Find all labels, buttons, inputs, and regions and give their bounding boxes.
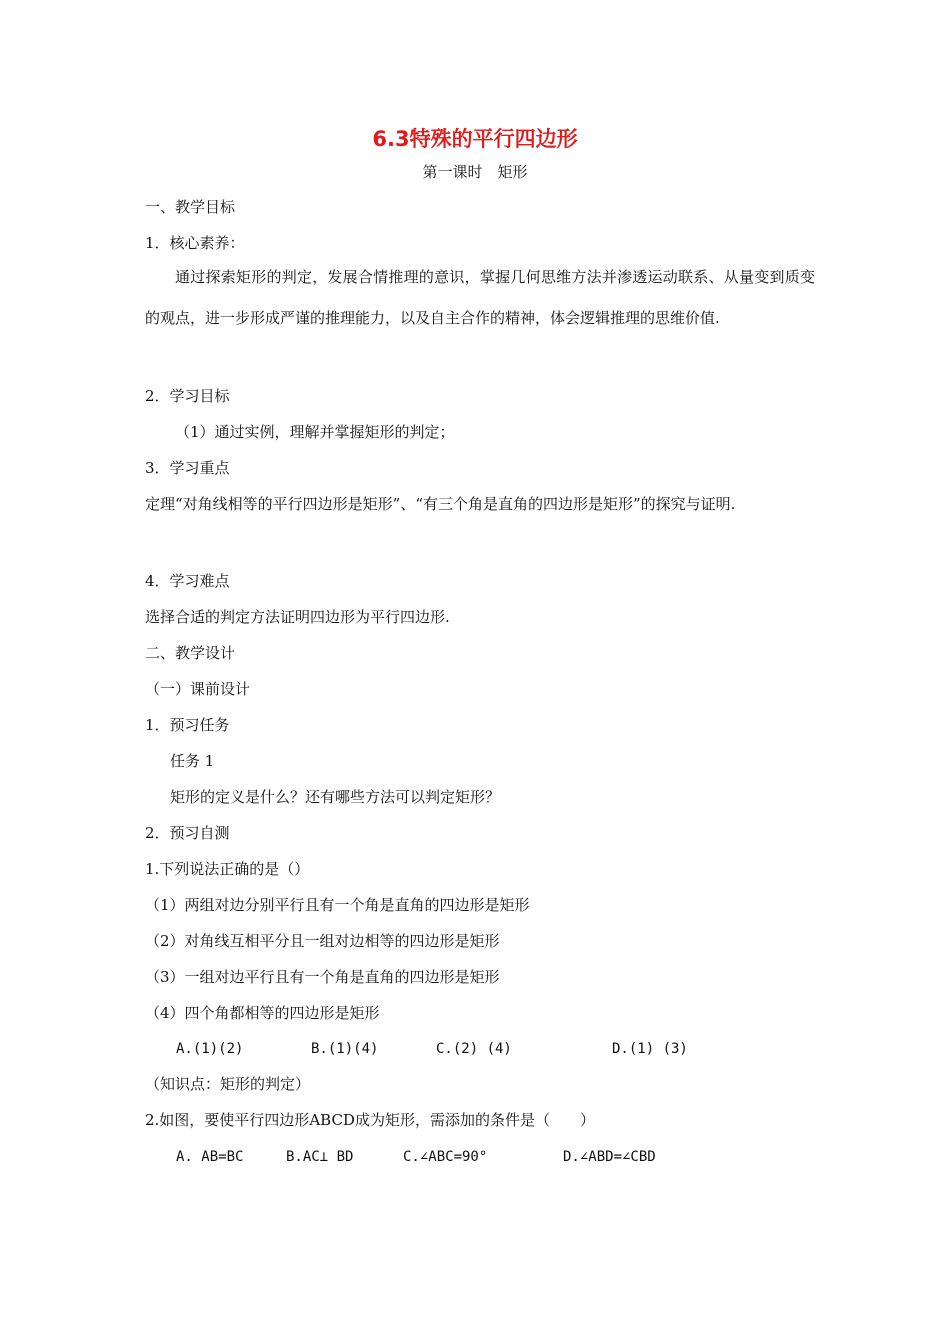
answer-option-d: D.∠ABD=∠CBD xyxy=(563,1149,656,1165)
knowledge-note: （知识点：矩形的判定） xyxy=(145,1075,311,1093)
subsection-heading: 4．学习难点 xyxy=(145,572,230,590)
subsection-heading: 1．核心素养： xyxy=(145,234,245,252)
list-item: （4）四个角都相等的四边形是矩形 xyxy=(145,1004,380,1022)
answer-option-c: C.(2) (4) xyxy=(436,1041,512,1057)
page-title: 6.3特殊的平行四边形 xyxy=(372,127,578,151)
question-stem: 2.如图，要使平行四边形ABCD成为矩形，需添加的条件是（ ） xyxy=(145,1111,595,1129)
section-heading: 二、教学设计 xyxy=(145,644,236,662)
subsection-heading: 2．学习目标 xyxy=(145,387,230,405)
task-text: 矩形的定义是什么？还有哪些方法可以判定矩形？ xyxy=(170,788,501,806)
list-item: （2）对角线互相平分且一组对边相等的四边形是矩形 xyxy=(145,932,500,950)
answer-option-d: D.(1) (3) xyxy=(612,1041,688,1057)
answer-option-a: A. AB=BC xyxy=(176,1149,244,1165)
subsection-heading: 3．学习重点 xyxy=(145,459,230,477)
answer-option-b: B.(1)(4) xyxy=(311,1041,379,1057)
paragraph-difficulty: 选择合适的判定方法证明四边形为平行四边形. xyxy=(145,608,450,626)
question-stem: 1.下列说法正确的是（） xyxy=(145,860,310,878)
answer-option-b: B.AC⊥ BD xyxy=(286,1149,354,1165)
answer-option-c: C.∠ABC=90° xyxy=(403,1149,488,1165)
list-item: （3）一组对边平行且有一个角是直角的四边形是矩形 xyxy=(145,968,500,986)
subsection-heading: 2．预习自测 xyxy=(145,824,230,842)
subsection-heading: （一）课前设计 xyxy=(145,680,251,698)
page-subtitle: 第一课时 矩形 xyxy=(422,163,528,181)
list-item: （1）两组对边分别平行且有一个角是直角的四边形是矩形 xyxy=(145,896,530,914)
paragraph-key-points: 定理“对角线相等的平行四边形是矩形”、“有三个角是直角的四边形是矩形”的探究与证明. xyxy=(145,495,736,513)
task-label: 任务 1 xyxy=(170,752,215,770)
section-heading: 一、教学目标 xyxy=(145,198,236,216)
subsection-heading: 1．预习任务 xyxy=(145,716,230,734)
answer-option-a: A.(1)(2) xyxy=(176,1041,244,1057)
paragraph-core-literacy: 通过探索矩形的判定，发展合情推理的意识，掌握几何思维方法并渗透运动联系、从量变到质变的观点，进一步形成严谨的推理能力，以及自主合作的精神，体会逻辑推理的思维价值. xyxy=(145,268,815,327)
list-item: （1）通过实例，理解并掌握矩形的判定； xyxy=(175,423,455,441)
